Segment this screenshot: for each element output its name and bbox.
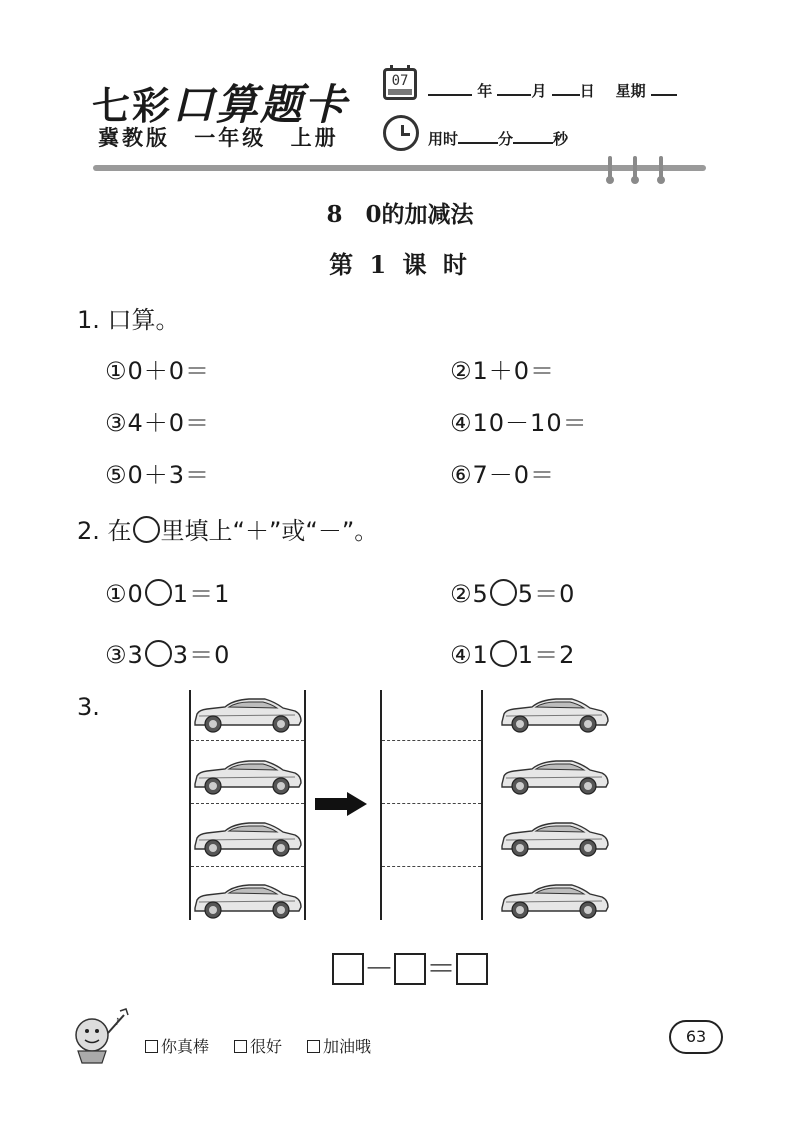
parking-divider: [382, 866, 481, 867]
equation-boxes: [332, 944, 488, 988]
car-icon: [191, 880, 303, 920]
parking-divider: [191, 740, 304, 741]
operator-circle[interactable]: [145, 579, 172, 606]
q2-item-3-left: ③3: [105, 641, 144, 669]
q1-item-3: ③4＋0＝: [105, 409, 211, 437]
q2-item-2: [450, 574, 575, 609]
weekday-label: 星期: [615, 82, 646, 100]
checkbox-icon: [145, 1040, 158, 1053]
q1-item-1: ①0＋0＝: [105, 357, 211, 385]
svg-text:♪: ♪: [114, 1017, 121, 1028]
minus-sign: －: [364, 952, 394, 987]
equals-sign: ＝: [426, 952, 456, 987]
q1-heading: 1. 口算。: [77, 306, 180, 334]
garage-wall: [380, 690, 382, 920]
page-number: 63: [669, 1020, 723, 1054]
arrow-right-icon: [315, 792, 367, 816]
binder-clip-icon: [607, 156, 613, 182]
q2-item-3-right: 3＝0: [172, 641, 231, 669]
q1-item-5: ⑤0＋3＝: [105, 461, 211, 489]
rating-good[interactable]: [234, 1034, 282, 1057]
binder-clip-icon: [658, 156, 664, 182]
second-label: 秒: [553, 130, 569, 148]
car-icon: [191, 694, 303, 734]
garage-wall: [481, 690, 483, 920]
brand-prefix: 七彩: [92, 83, 173, 128]
period-title: 第 1 课 时: [329, 250, 471, 279]
car-icon: [191, 818, 303, 858]
q2-item-1: [105, 574, 230, 609]
rating-keep-going[interactable]: [307, 1034, 371, 1057]
calendar-number: 07: [391, 73, 409, 89]
time-line: [428, 128, 568, 149]
day-label: 日: [579, 82, 595, 100]
q2-item-1-right: 1＝1: [172, 580, 231, 608]
mascot-icon: [70, 1005, 132, 1067]
parking-divider: [191, 803, 304, 804]
brand-main: 口算题卡: [172, 80, 349, 129]
rating-good-label: 很好: [250, 1037, 283, 1056]
q2-item-1-left: ①0: [105, 580, 144, 608]
circle-blank-icon: [133, 516, 160, 543]
answer-box-1[interactable]: [332, 953, 364, 985]
q2-heading-pre: 2. 在: [77, 517, 132, 545]
minute-label: 分: [498, 130, 514, 148]
q1-item-2: ②1＋0＝: [450, 357, 556, 385]
lesson-title: 8 0的加减法: [326, 201, 474, 228]
car-icon: [191, 756, 303, 796]
header-divider: [93, 165, 706, 171]
q2-item-2-left: ②5: [450, 580, 489, 608]
rating-great-label: 你真棒: [161, 1037, 210, 1056]
answer-box-2[interactable]: [394, 953, 426, 985]
checkbox-icon: [234, 1040, 247, 1053]
q2-heading-post: 里填上“＋”或“－”。: [160, 517, 379, 545]
clock-icon: [383, 115, 419, 151]
calendar-icon: [383, 68, 417, 100]
rating-great[interactable]: [145, 1034, 209, 1057]
parking-divider: [382, 803, 481, 804]
garage-wall: [304, 690, 306, 920]
time-label: 用时: [428, 130, 459, 148]
q1-item-6: ⑥7－0＝: [450, 461, 556, 489]
binder-clip-icon: [632, 156, 638, 182]
car-icon: [498, 756, 610, 796]
q1-item-4: ④10－10＝: [450, 409, 588, 437]
answer-box-3[interactable]: [456, 953, 488, 985]
q2-item-4: [450, 635, 575, 670]
year-label: 年: [477, 82, 493, 100]
car-icon: [498, 880, 610, 920]
edition-subtitle: 冀教版 一年级 上册: [98, 126, 339, 150]
month-label: 月: [531, 82, 547, 100]
checkbox-icon: [307, 1040, 320, 1053]
q2-item-4-right: 1＝2: [517, 641, 576, 669]
car-icon: [498, 694, 610, 734]
parking-divider: [382, 740, 481, 741]
rating-keep-going-label: 加油哦: [323, 1037, 372, 1056]
parking-divider: [191, 866, 304, 867]
car-icon: [498, 818, 610, 858]
q2-item-2-right: 5＝0: [517, 580, 576, 608]
q2-heading: [77, 511, 378, 546]
operator-circle[interactable]: [490, 640, 517, 667]
q3-heading: 3.: [77, 693, 100, 721]
operator-circle[interactable]: [145, 640, 172, 667]
date-line: [428, 80, 677, 101]
q2-item-4-left: ④1: [450, 641, 489, 669]
q2-item-3: [105, 635, 230, 670]
operator-circle[interactable]: [490, 579, 517, 606]
